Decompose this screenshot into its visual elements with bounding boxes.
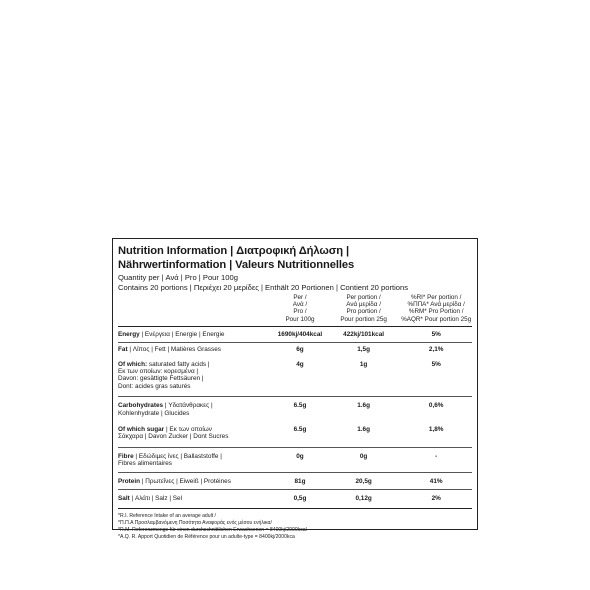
footnote: *A.Q. R. Apport Quotidien de Référence pour un adulte-type = 8400kj/2000kca [118,534,295,541]
row-fat: Fat | Λίπος | Fett | Matières Grasses 6g 1,5g 2,1% [118,342,472,354]
header-per-portion: Per portion / Ανά μερίδα / Pro portion / Pour portion 25g [340,294,387,323]
header-ri-percent: %RI* Per portion / %ΠΠΑ* Ανά μερίδα / %RM* Pro Portion / %AQR* Pour portion 25g [401,294,472,323]
footnote: *Π.Π.Α Προσλαμβανόμενη Ποσότητα Αναφοράς ενός μέσου ενήλικα/ [118,519,272,526]
quantity-line: Quantity per | Ανά | Pro | Pour 100g [118,273,238,282]
row-saturates: Of which: saturated fatty acids | Εκ των οποίων: κορεσμένα | Davon: gesättigte Fettsäuren | Dont: acides gras saturés 4g 1g 5% [118,360,441,390]
row-fibre: Fibre | Εδώδιμες ίνες | Ballaststoffe | Fibres alimentaires 0g 0g - [118,447,472,472]
header-per-100g: Per / Ανά / Pro / Pour 100g [285,294,315,323]
column-headers [118,294,472,323]
row-salt: Salt | Αλάτι | Salz | Sel 0,5g 0,12g 2% [118,489,472,507]
footnotes [118,508,472,542]
contains-line: Contains 20 portions | Περιέχει 20 μερίδες | Enthält 20 Portionen | Contient 20 portions [118,282,409,292]
title-line-2: Nährwertinformation | Valeurs Nutritionnelles [118,259,355,271]
footnote: *R.M. Referenzmenge für einen durchschnittlichen Erwachsenen = 8400kj/2000kcal [118,527,307,534]
nutrition-table [118,327,472,508]
row-sugar: Of which sugar | Εκ των οποίων Σάκχαρα | Davon Zucker | Dont Sucres 6.5g 1.6g 1,8% [118,426,444,441]
title-line-1: Nutrition Information | Διατροφική Δήλωση | [118,245,350,257]
row-energy: Energy | Ενέργεια | Energie | Energie 1690kj/404kcal 422kj/101kcal 5% [118,330,441,338]
row-carbohydrates: Carbohydrates | Υδατάνθρακες | Kohlenhydrate | Glucides 6.5g 1.6g 0,6% [118,396,472,418]
nutrition-label [112,238,478,541]
row-protein: Protein | Πρωτεΐνες | Eiweiß | Protéines 81g 20,5g 41% [118,472,472,489]
footnote: *R.I. Reference Intake of an average adult / [118,512,216,519]
